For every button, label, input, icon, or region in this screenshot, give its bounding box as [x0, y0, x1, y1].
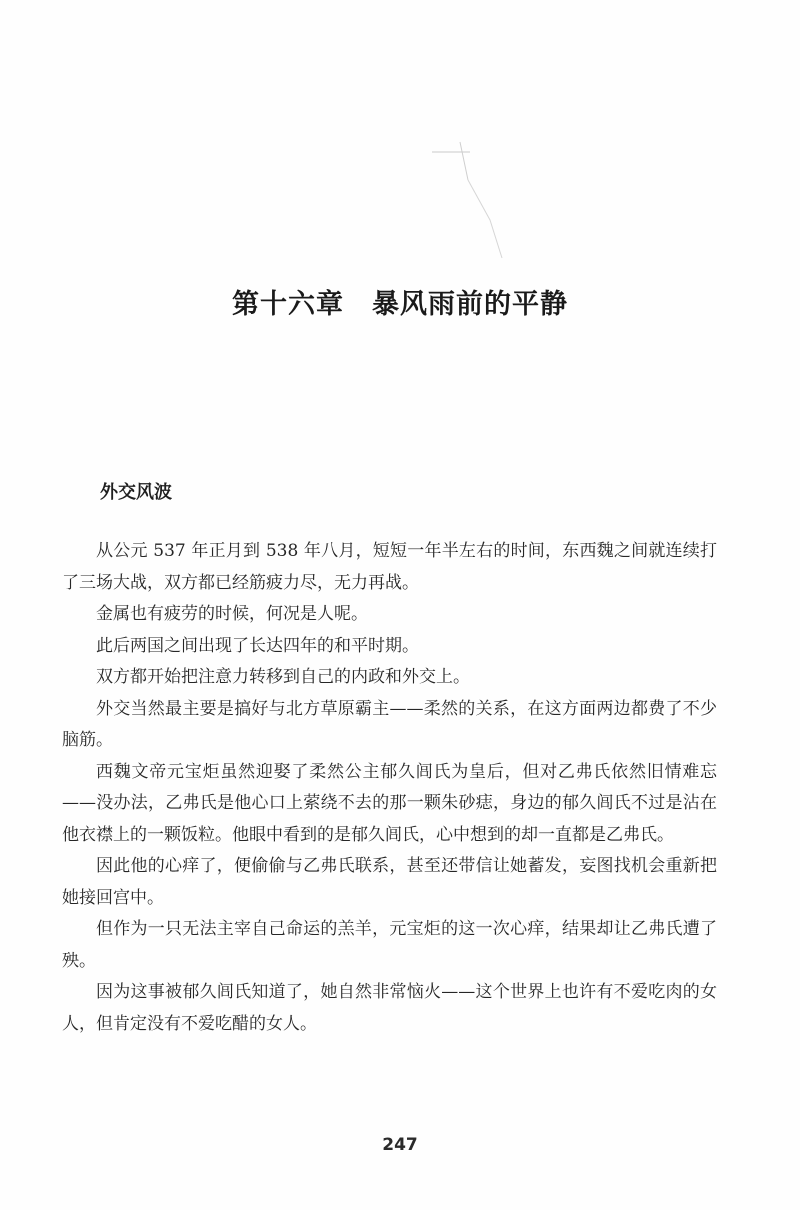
chapter-title: 第十六章 暴风雨前的平静: [232, 289, 568, 320]
paragraph: 但作为一只无法主宰自己命运的羔羊，元宝炬的这一次心痒，结果却让乙弗氏遭了殃。: [62, 919, 717, 971]
scan-artifact-mark: [430, 140, 520, 260]
paragraph: 从公元 537 年正月到 538 年八月，短短一年半左右的时间，东西魏之间就连续打了三场大战，双方都已经筋疲力尽，无力再战。: [62, 541, 717, 593]
body-text: [62, 536, 717, 1040]
paragraph: 金属也有疲劳的时候，何况是人呢。: [96, 604, 368, 624]
paragraph: 因为这事被郁久闾氏知道了，她自然非常恼火——这个世界上也许有不爱吃肉的女人，但肯定没有不爱吃醋的女人。: [62, 982, 717, 1034]
paragraph: 因此他的心痒了，便偷偷与乙弗氏联系，甚至还带信让她蓄发，妄图找机会重新把她接回宫中。: [62, 856, 717, 908]
section-title: 外交风波: [100, 482, 172, 503]
paragraph: 双方都开始把注意力转移到自己的内政和外交上。: [96, 667, 470, 687]
paragraph: 西魏文帝元宝炬虽然迎娶了柔然公主郁久闾氏为皇后，但对乙弗氏依然旧情难忘——没办法，乙弗氏是他心口上萦绕不去的那一颗朱砂痣，身边的郁久闾氏不过是沾在他衣襟上的一颗饭粒。他眼中看到的是郁久闾氏，心中想到的却一直都是乙弗氏。: [62, 761, 717, 845]
page-number: 247: [382, 1135, 418, 1155]
paragraph: 此后两国之间出现了长达四年的和平时期。: [96, 635, 419, 656]
paragraph: 外交当然最主要是搞好与北方草原霸主——柔然的关系，在这方面两边都费了不少脑筋。: [62, 698, 717, 750]
